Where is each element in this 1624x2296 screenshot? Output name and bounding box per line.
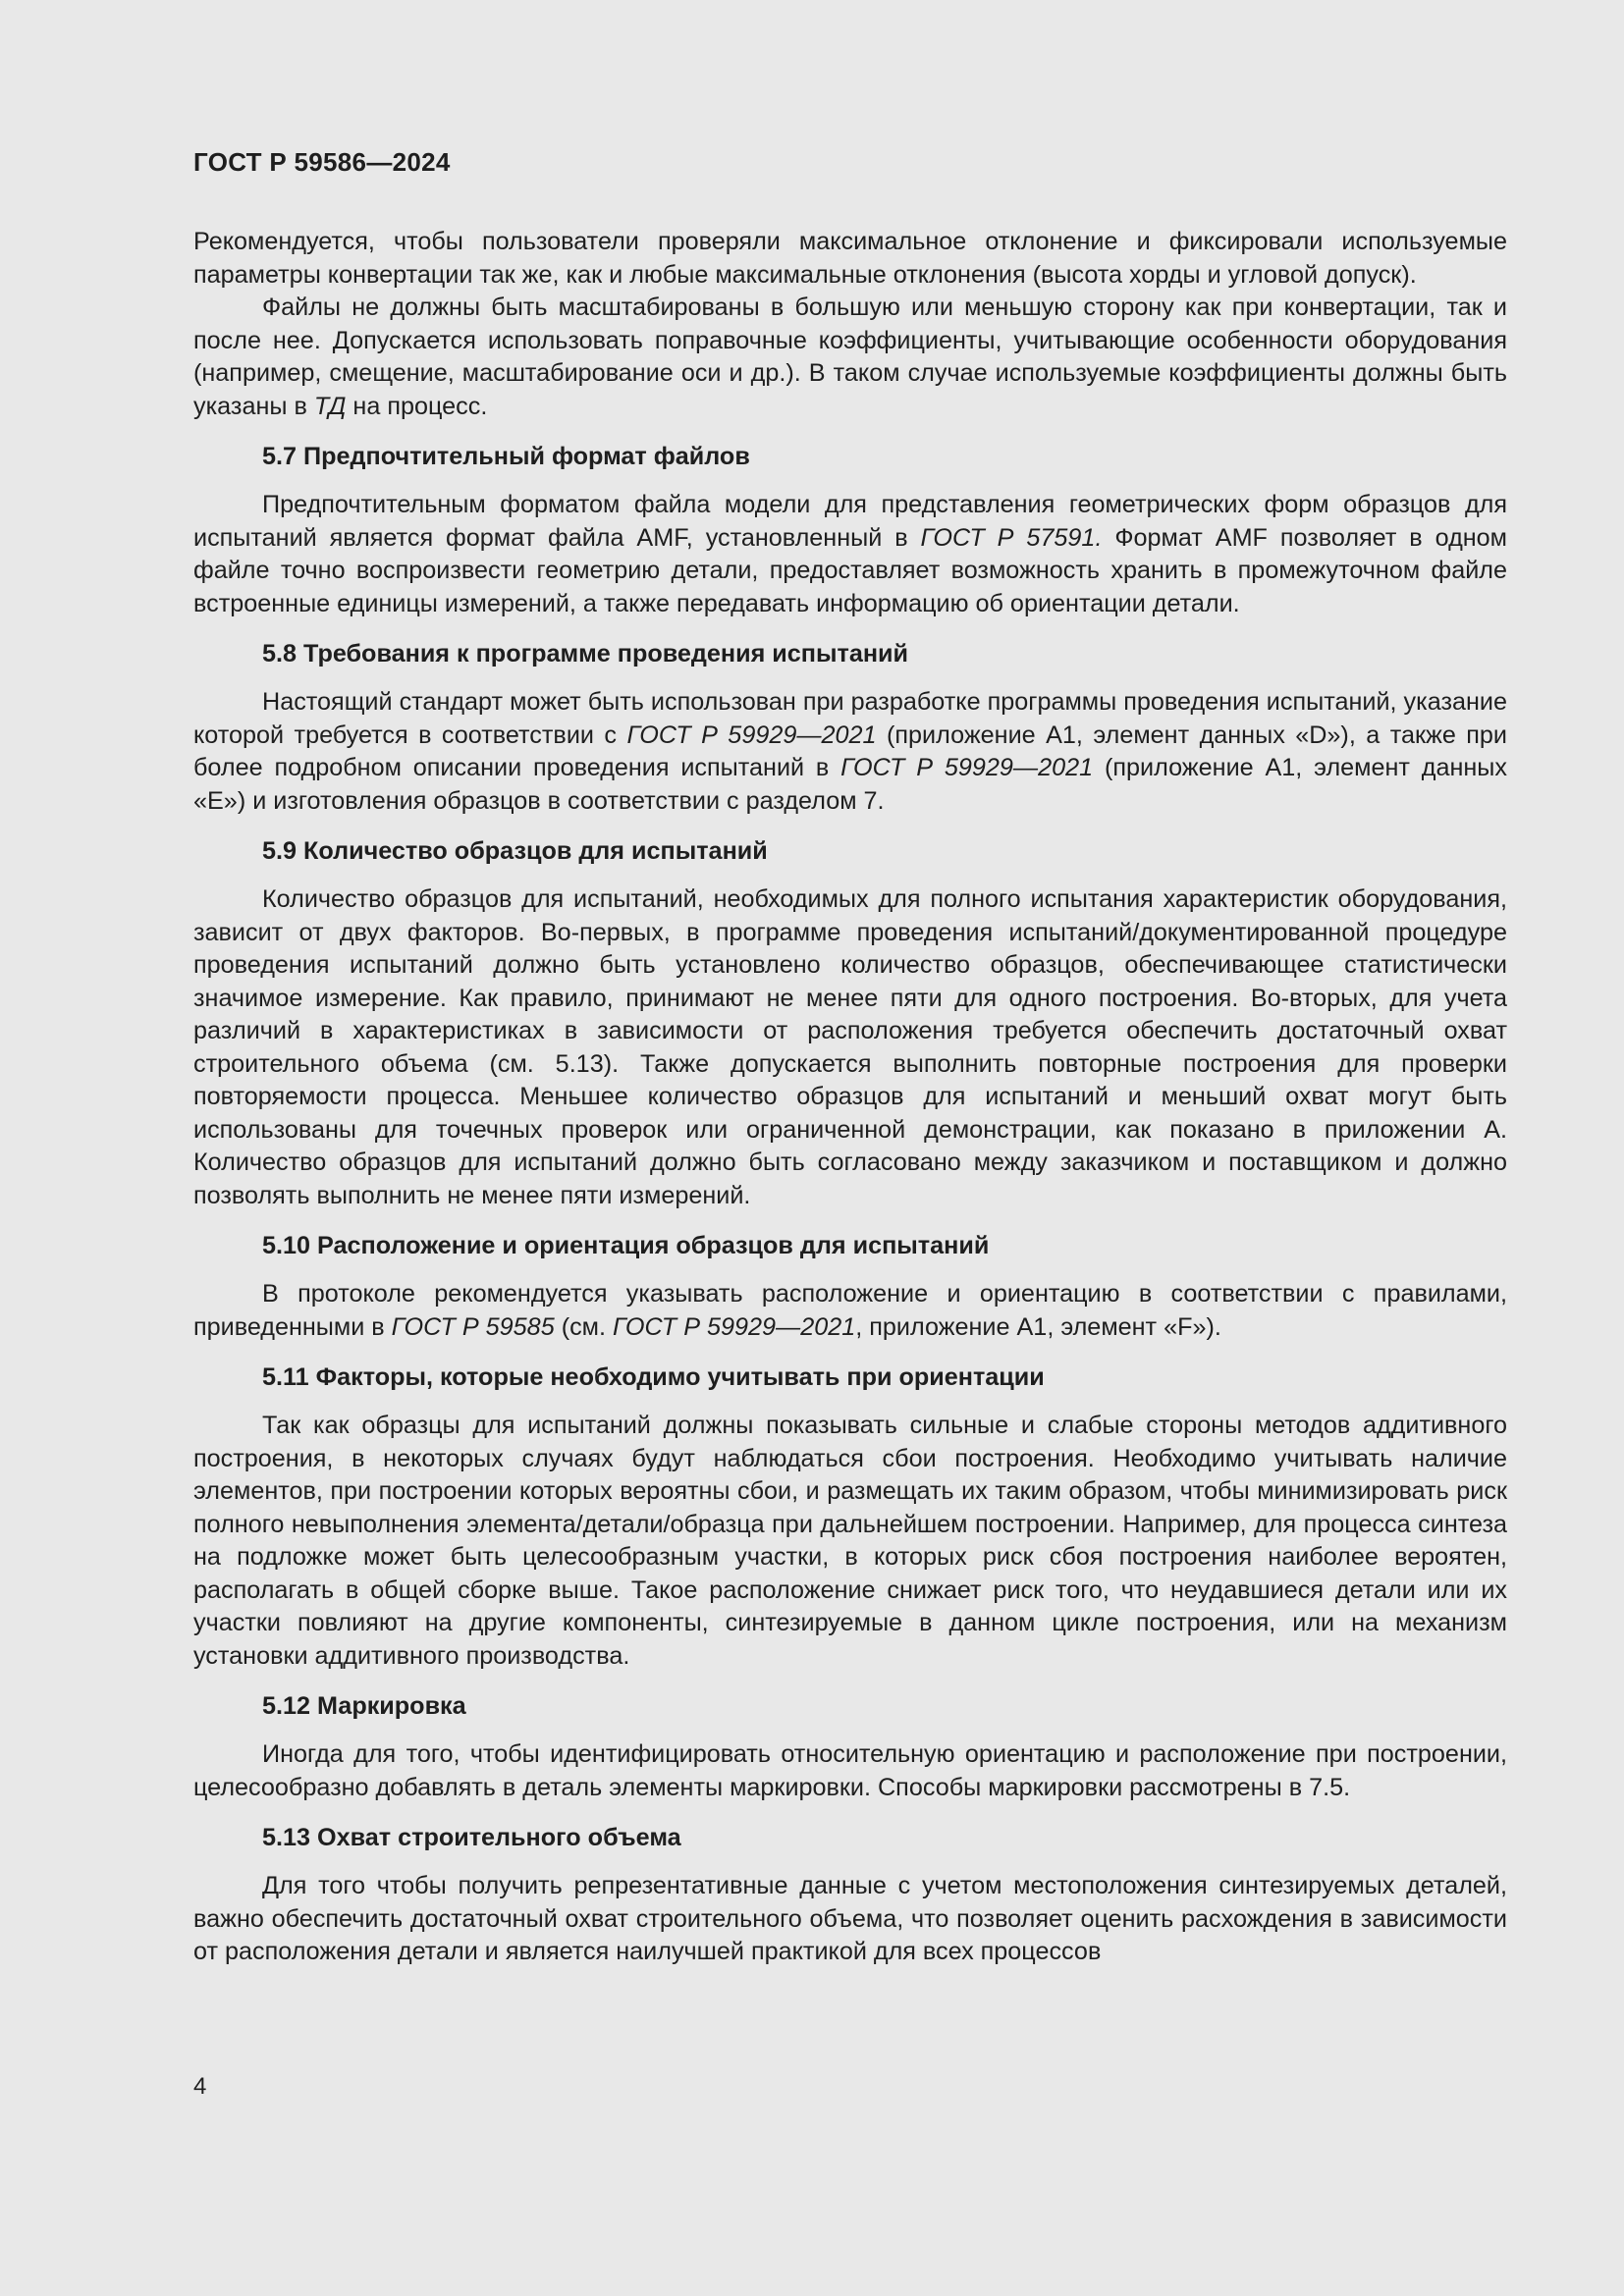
- section-5-10-title: 5.10 Расположение и ориентация образцов для испытаний: [262, 1232, 990, 1259]
- section-5-8-paragraph: Настоящий стандарт может быть использован при разработке программы проведения испытаний, указание которой требуется в соответствии с ГОСТ Р 59929—2021 (приложение А1, элемент данных «D»), а также при более подробном описании проведения испытаний в ГОСТ Р 59929—2021 (приложение А1, элемент данных «E») и изготовления образцов в соответствии с разделом 7.: [193, 688, 1508, 815]
- section-5-13-paragraph: Для того чтобы получить репрезентативные данные с учетом местоположения синтезируемых деталей, важно обеспечить достаточный охват строительного объема, что позволяет оценить расхождения в зависимости от расположения детали и является наилучшей практикой для всех процессов: [193, 1872, 1507, 1965]
- gost-reference: ГОСТ Р 59929—2021: [613, 1312, 856, 1341]
- section-5-11-paragraph: Так как образцы для испытаний должны показывать сильные и слабые стороны методов аддитивного построения, в некоторых случаях будут наблюдаться сбои построения. Необходимо учитывать наличие элементов, при построении которых вероятны сбои, и размещать их таким образом, чтобы минимизировать риск полного невыполнения элемента/детали/образца при дальнейшем построении. Например, для процесса синтеза на подложке может быть целесообразным участки, в которых риск сбоя построения наиболее вероятен, располагать в общей сборке выше. Такое расположение снижает риск того, что неудавшиеся детали или их участки повлияют на другие компоненты, синтезируемые в данном цикле построения, или на механизм установки аддитивного производства.: [193, 1412, 1507, 1670]
- gost-reference: ГОСТ Р 59929—2021: [626, 721, 877, 749]
- section-5-8-title: 5.8 Требования к программе проведения испытаний: [262, 640, 909, 667]
- section-5-7-title: 5.7 Предпочтительный формат файлов: [262, 443, 750, 470]
- section-5-9-paragraph: Количество образцов для испытаний, необходимых для полного испытания характеристик оборудования, зависит от двух факторов. Во-первых, в программе проведения испытаний/документированной процедуре проведения испытаний должно быть установлено количество образцов, обеспечивающее статистически значимое измерение. Как правило, принимают не менее пяти для одного построения. Во-вторых, для учета различий в характеристиках в зависимости от расположения требуется обеспечить достаточный охват строительного объема (см. 5.13). Также допускается выполнить повторные построения для проверки повторяемости процесса. Меньшее количество образцов для испытаний и меньший охват могут быть использованы для точечных проверок или ограниченной демонстрации, как показано в приложении А. Количество образцов для испытаний должно быть согласовано между заказчиком и поставщиком и должно позволять выполнить не менее пяти измерений.: [193, 885, 1507, 1209]
- section-5-12-paragraph: Иногда для того, чтобы идентифицировать относительную ориентацию и расположение при построении, целесообразно добавлять в деталь элементы маркировки. Способы маркировки рассмотрены в 7.5.: [193, 1740, 1507, 1801]
- section-5-7-paragraph: Предпочтительным форматом файла модели для представления геометрических форм образцов для испытаний является формат файла AMF, установленный в ГОСТ Р 57591. Формат AMF позволяет в одном файле точно воспроизвести геометрию детали, предоставляет возможность хранить в промежуточном файле встроенные единицы измерений, а также передавать информацию об ориентации детали.: [193, 491, 1507, 617]
- standard-header: ГОСТ Р 59586—2024: [193, 147, 451, 177]
- section-5-9-title: 5.9 Количество образцов для испытаний: [262, 837, 768, 865]
- gost-reference: ГОСТ Р 57591.: [920, 523, 1103, 552]
- gost-reference: ГОСТ Р 59585: [391, 1312, 555, 1341]
- gost-reference: ГОСТ Р 59929—2021: [840, 754, 1094, 781]
- section-5-10-paragraph: В протоколе рекомендуется указывать расположение и ориентацию в соответствии с правилами, приведенными в ГОСТ Р 59585 (см. ГОСТ Р 59929—2021, приложение А1, элемент «F»).: [193, 1280, 1507, 1341]
- intro-paragraph-2: Файлы не должны быть масштабированы в большую или меньшую сторону как при конвертации, так и после нее. Допускается использовать поправочные коэффициенты, учитывающие особенности оборудования (например, смещение, масштабирование оси и др.). В таком случае используемые коэффициенты должны быть указаны в ТД на процесс.: [193, 294, 1507, 420]
- page-number: 4: [193, 2073, 207, 2100]
- td-reference: ТД: [313, 392, 347, 420]
- intro-paragraph-1: Рекомендуется, чтобы пользователи проверяли максимальное отклонение и фиксировали используемые параметры конвертации так же, как и любые максимальные отклонения (высота хорды и угловой допуск).: [193, 228, 1507, 289]
- section-5-12-title: 5.12 Маркировка: [262, 1692, 466, 1720]
- document-body: [193, 226, 1507, 1969]
- section-5-11-title: 5.11 Факторы, которые необходимо учитывать при ориентации: [262, 1363, 1045, 1391]
- section-5-13-title: 5.13 Охват строительного объема: [262, 1824, 681, 1851]
